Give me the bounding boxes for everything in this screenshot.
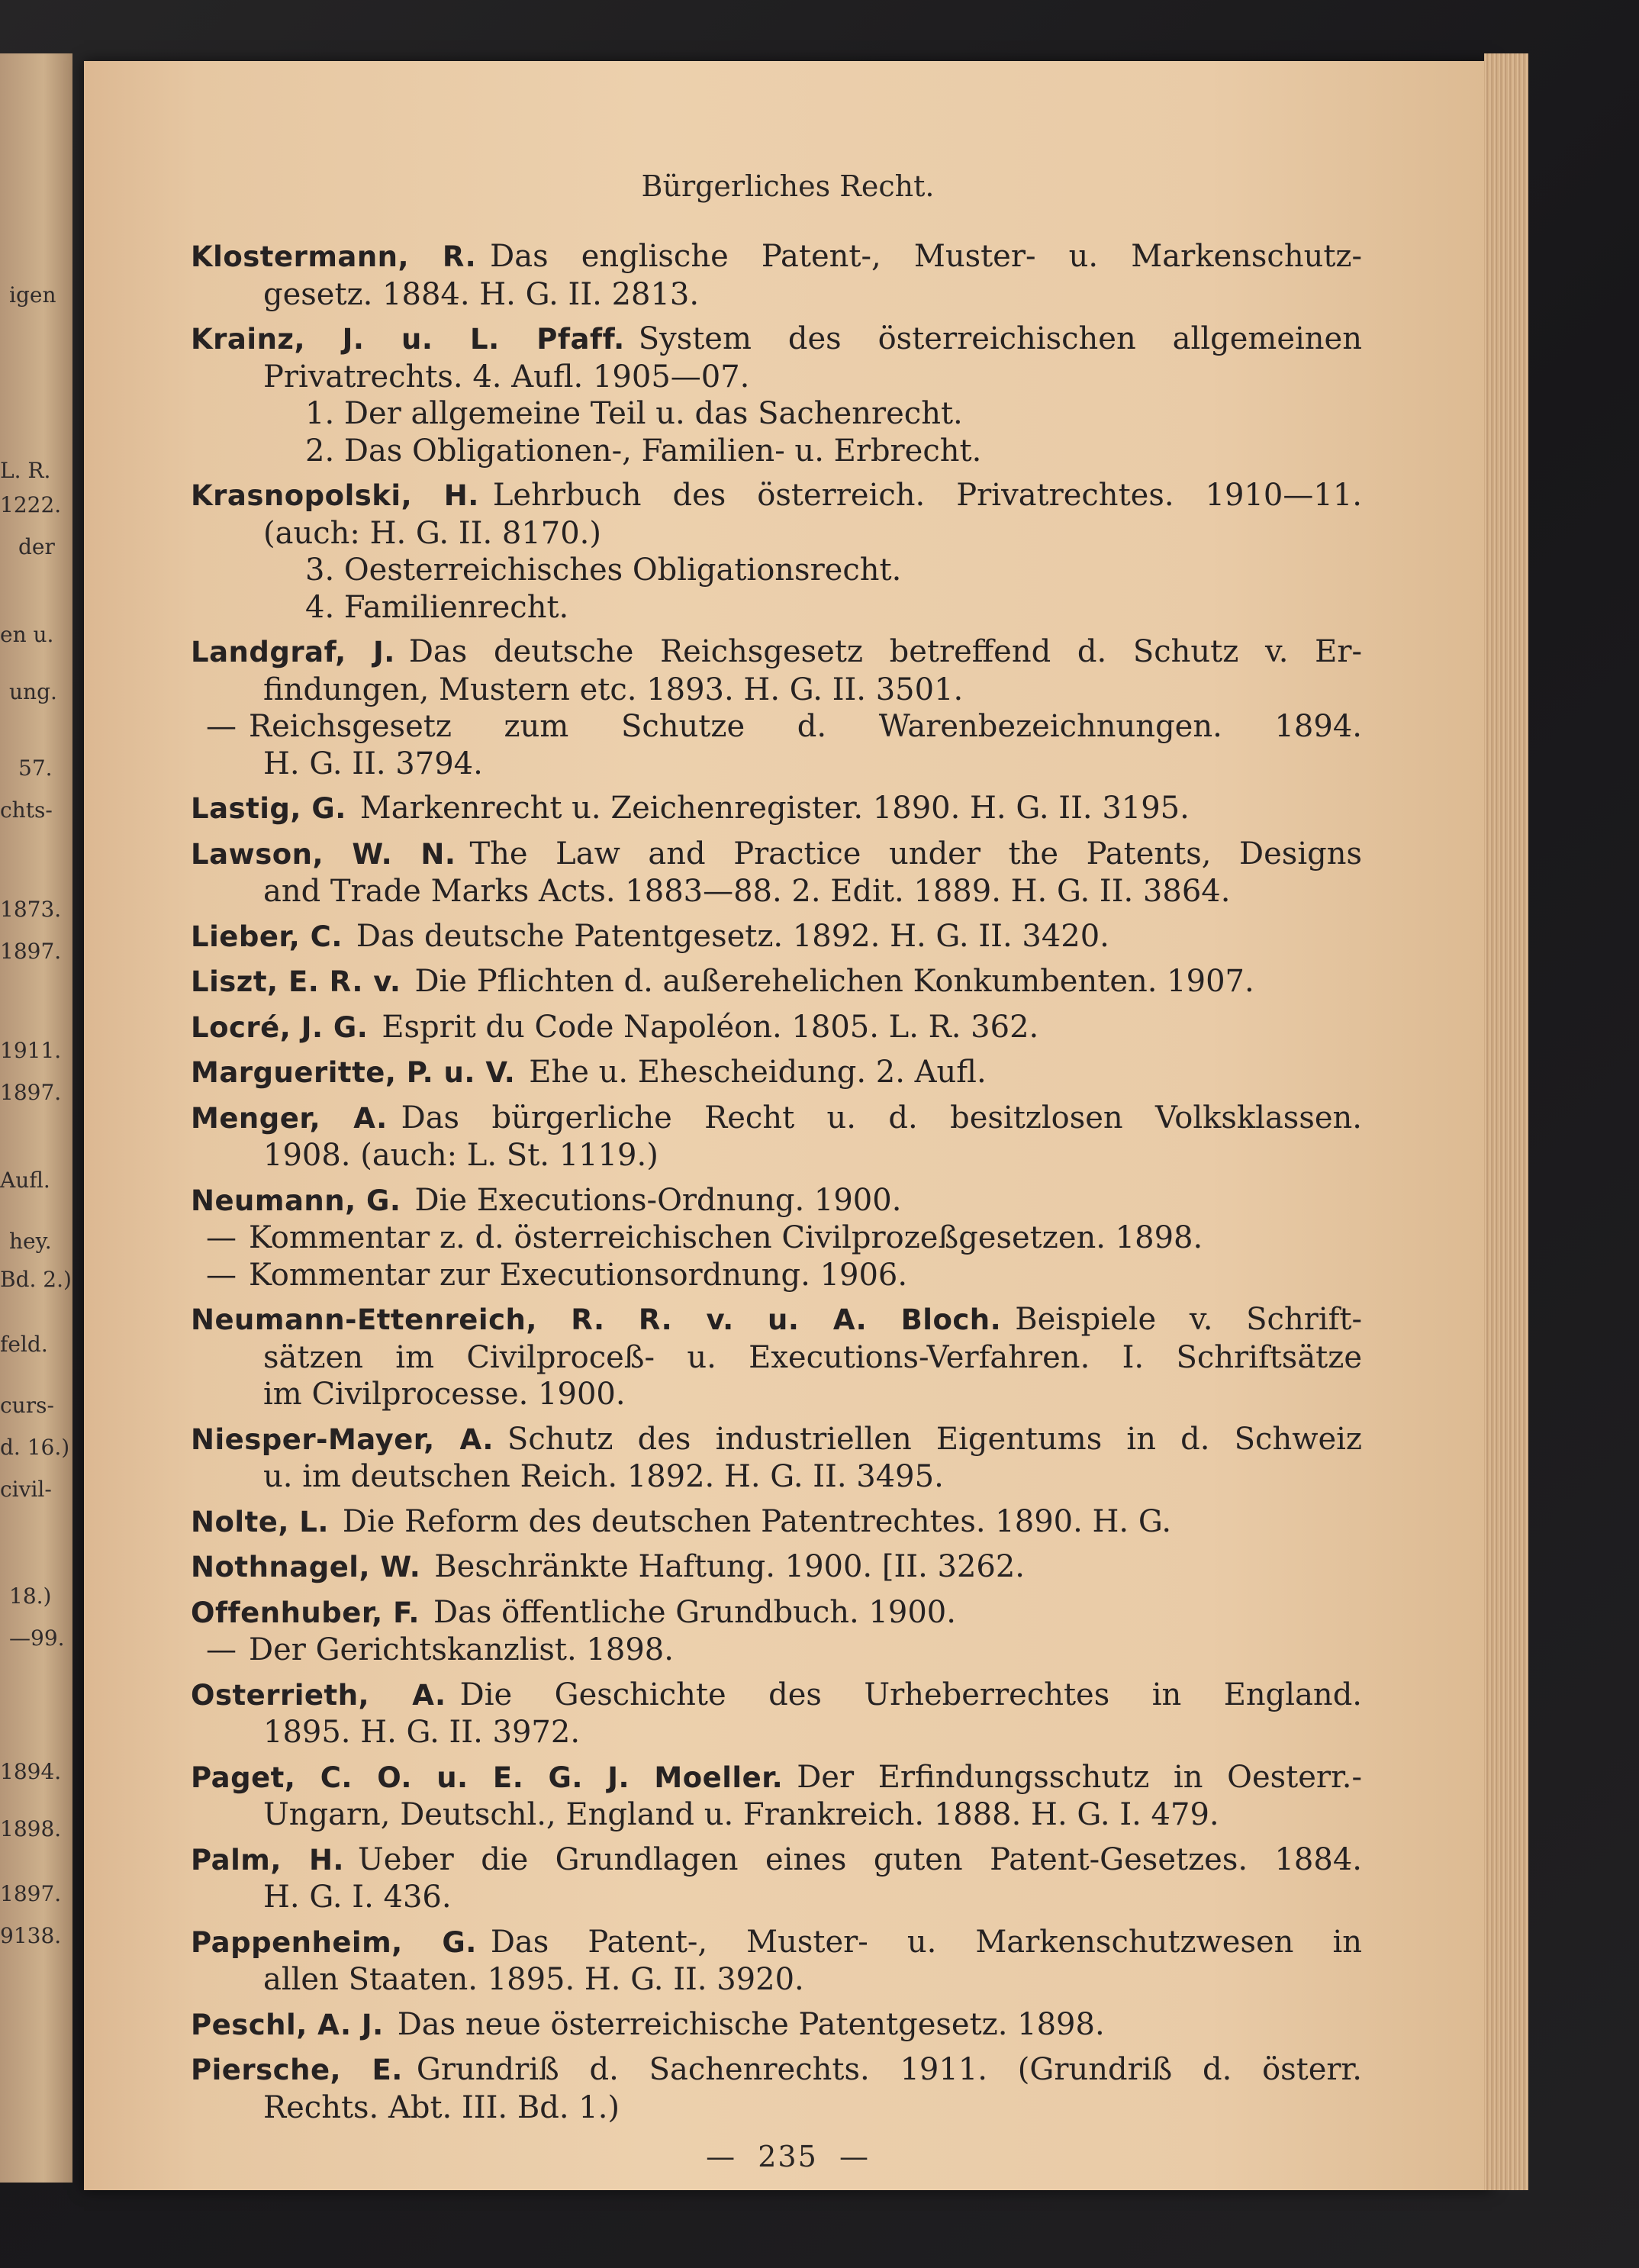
bibliography-entry [191, 1548, 1362, 1587]
bibliography-entry [191, 1503, 1362, 1542]
entry-text: Ehe u. Ehescheidung. 2. Aufl. [529, 1055, 987, 1090]
bibliography-entry [191, 1182, 1362, 1294]
entry-text: Das deutsche Patentgesetz. 1892. H. G. II. 3420. [356, 918, 1109, 954]
entry-continuation-line [191, 1961, 1362, 1999]
entry-text: H. G. I. 436. [263, 1880, 452, 1915]
bibliography-entry [191, 963, 1362, 1001]
bibliography-entry [191, 1759, 1362, 1834]
entry-subvolume: 4. Familienrecht. [305, 589, 569, 625]
entry-text: im Civilprocesse. 1900. [263, 1377, 626, 1412]
entry-text: sätzen im Civilproceß- u. Executions-Verfahren. I. Schriftsätze [263, 1339, 1362, 1375]
entry-author: Pappenheim, G. [191, 1925, 477, 1959]
entry-first-line [191, 1100, 1362, 1138]
entry-continuation-line [191, 1458, 1362, 1496]
ditto-dash: — [206, 709, 237, 744]
entry-first-line [191, 836, 1362, 874]
facing-page-fragment: d. 16.) [0, 1435, 70, 1460]
entry-author: Nothnagel, W. [191, 1551, 421, 1583]
facing-page-fragment: 1911. [0, 1038, 62, 1063]
bibliography-entry [191, 2051, 1362, 2126]
entry-author: Palm, H. [191, 1843, 344, 1877]
entry-first-line [191, 2051, 1362, 2089]
entry-text: The Law and Practice under the Patents, Designs [469, 836, 1362, 871]
entry-subvolume: 3. Oesterreichisches Obligationsrecht. [305, 553, 902, 588]
bibliography-entry [191, 1924, 1362, 1999]
facing-page-fragment: L. R. [0, 458, 51, 483]
facing-page-fragment: Aufl. [0, 1168, 50, 1193]
bibliography-entry [191, 1841, 1362, 1916]
entry-author: Peschl, A. J. [191, 2008, 384, 2041]
entry-first-line [191, 1054, 1362, 1092]
entry-text: Das öffentliche Grundbuch. 1900. [433, 1594, 956, 1630]
facing-page-fragment: 1897. [0, 1080, 62, 1105]
entry-author: Neumann-Ettenreich, R. R. v. u. A. Bloch. [191, 1303, 1002, 1336]
book-page [84, 61, 1492, 2190]
entry-text: Das englische Patent-, Muster- u. Markenschutz- [490, 239, 1362, 274]
bibliography-entry [191, 918, 1362, 956]
facing-page-fragment: ung. [9, 679, 57, 704]
entry-continuation-line [191, 515, 1362, 553]
facing-page-fragment: igen [9, 282, 56, 308]
entry-text: Beschränkte Haftung. 1900. [II. 3262. [434, 1549, 1026, 1584]
facing-page-fragment: en u. [0, 622, 54, 647]
entry-author: Liszt, E. R. v. [191, 965, 401, 998]
bibliography-entry [191, 836, 1362, 910]
bibliography-entry [191, 321, 1362, 469]
bibliography-entry [191, 1100, 1362, 1174]
bibliography-entry [191, 477, 1362, 626]
entry-text: System des österreichischen allgemeinen [638, 321, 1362, 356]
entry-first-line [191, 1677, 1362, 1715]
entry-first-line [191, 1548, 1362, 1587]
facing-page-fragment: 1898. [0, 1816, 62, 1841]
entry-text: Schutz des industriellen Eigentums in d. Schweiz [507, 1421, 1362, 1457]
entry-continuation-line [191, 1879, 1362, 1916]
entry-author: Piersche, E. [191, 2054, 403, 2086]
running-header: Bürgerliches Recht. [641, 169, 935, 203]
entry-author: Offenhuber, F. [191, 1596, 420, 1629]
facing-page-fragment: chts- [0, 797, 53, 823]
entry-text: H. G. II. 3794. [263, 746, 483, 781]
entry-author: Lieber, C. [191, 920, 343, 953]
facing-page-fragment: —99. [9, 1625, 65, 1651]
entry-author: Krasnopolski, H. [191, 479, 479, 512]
entry-first-line [191, 2006, 1362, 2044]
footer-dash-left: — [706, 2140, 737, 2173]
entry-first-line [191, 918, 1362, 956]
entry-text: findungen, Mustern etc. 1893. H. G. II. 3501. [263, 672, 964, 707]
entry-author: Niesper-Mayer, A. [191, 1422, 494, 1456]
entry-text: Lehrbuch des österreich. Privatrechtes. 1910—11. [492, 478, 1362, 513]
entry-text: Grundriß d. Sachenrechts. 1911. (Grundriß d. österr. [416, 2052, 1362, 2087]
entry-first-line [191, 1009, 1362, 1047]
entry-text: allen Staaten. 1895. H. G. II. 3920. [263, 1962, 804, 1997]
bibliography-entry [191, 238, 1362, 313]
entry-author: Lawson, W. N. [191, 837, 456, 871]
entry-author: Klostermann, R. [191, 240, 477, 273]
entry-first-line [191, 1503, 1362, 1542]
entry-text: Die Geschichte des Urheberrechtes in England. [459, 1677, 1362, 1712]
entry-text: Rechts. Abt. III. Bd. 1.) [263, 2089, 620, 2125]
entry-dash-line [191, 1632, 1362, 1669]
entry-text: Kommentar z. d. österreichischen Civilprozeßgesetzen. 1898. [249, 1220, 1203, 1255]
entry-author: Margueritte, P. u. V. [191, 1056, 516, 1089]
entry-text: Das neue österreichische Patentgesetz. 1898. [397, 2006, 1105, 2042]
entry-first-line [191, 477, 1362, 515]
entry-author: Paget, C. O. u. E. G. J. Moeller. [191, 1761, 784, 1794]
entry-first-line [191, 1182, 1362, 1220]
entry-text: Kommentar zur Executionsordnung. 1906. [249, 1257, 908, 1293]
entry-first-line [191, 1759, 1362, 1797]
entry-continuation-line [191, 359, 1362, 396]
bibliography-list [191, 238, 1362, 2134]
bibliography-entry [191, 1054, 1362, 1092]
entry-text: Esprit du Code Napoléon. 1805. L. R. 362. [382, 1009, 1039, 1045]
entry-text: Das bürgerliche Recht u. d. besitzlosen Volksklassen. [401, 1100, 1362, 1136]
ditto-dash: — [206, 1257, 237, 1293]
facing-page-fragment: hey. [9, 1229, 52, 1254]
entry-first-line [191, 1301, 1362, 1339]
previous-page-edge [0, 53, 72, 2183]
facing-page-fragment: 1873. [0, 897, 62, 922]
entry-dash-line [191, 746, 1362, 783]
facing-page-fragment: 57. [18, 755, 53, 781]
bibliography-entry [191, 1677, 1362, 1751]
entry-continuation-line [191, 1339, 1362, 1377]
entry-text: Der Gerichtskanzlist. 1898. [249, 1632, 674, 1667]
ditto-dash: — [206, 1220, 237, 1255]
entry-text: Ungarn, Deutschl., England u. Frankreich. 1888. H. G. I. 479. [263, 1797, 1219, 1832]
entry-dash-line [191, 1257, 1362, 1294]
entry-text: 1895. H. G. II. 3972. [263, 1715, 581, 1750]
entry-subvolume: 2. Das Obligationen-, Familien- u. Erbrecht. [305, 433, 982, 469]
facing-page-fragment: curs- [0, 1393, 54, 1418]
bibliography-entry [191, 1421, 1362, 1496]
entry-first-line [191, 1841, 1362, 1880]
entry-text: 1908. (auch: L. St. 1119.) [263, 1138, 658, 1173]
bibliography-entry [191, 790, 1362, 828]
entry-first-line [191, 321, 1362, 359]
facing-page-fragment: 18.) [9, 1583, 52, 1609]
entry-author: Osterrieth, A. [191, 1678, 446, 1712]
entry-continuation-line [191, 276, 1362, 314]
entry-text: gesetz. 1884. H. G. II. 2813. [263, 276, 700, 312]
facing-page-fragment: der [18, 534, 55, 559]
entry-text: Markenrecht u. Zeichenregister. 1890. H. G. II. 3195. [359, 791, 1190, 826]
entry-text: Der Erfindungsschutz in Oesterr.- [797, 1759, 1362, 1795]
facing-page-fragment: 9138. [0, 1923, 62, 1948]
entry-author: Locré, J. G. [191, 1010, 369, 1044]
entry-author: Landgraf, J. [191, 636, 395, 668]
bibliography-entry [191, 1594, 1362, 1669]
bibliography-entry [191, 1301, 1362, 1413]
facing-page-fragment: civil- [0, 1477, 52, 1502]
entry-first-line [191, 963, 1362, 1001]
entry-subvolume: 1. Der allgemeine Teil u. das Sachenrecht. [305, 396, 963, 431]
entry-first-line [191, 633, 1362, 672]
entry-dash-line [191, 1219, 1362, 1257]
entry-author: Nolte, L. [191, 1505, 329, 1538]
page-number [84, 2140, 1492, 2173]
footer-dash-right: — [839, 2140, 870, 2173]
facing-page-fragment: 1222. [0, 492, 62, 517]
entry-author: Menger, A. [191, 1101, 388, 1135]
facing-page-fragment: 1897. [0, 1881, 62, 1906]
entry-text: Reichsgesetz zum Schutze d. Warenbezeichnungen. 1894. [249, 709, 1362, 744]
entry-first-line [191, 238, 1362, 276]
facing-page-fragment: Bd. 2.) [0, 1267, 72, 1292]
entry-text: Privatrechts. 4. Aufl. 1905—07. [263, 359, 750, 395]
entry-continuation-line [191, 672, 1362, 709]
page-number-value: 235 [758, 2140, 818, 2173]
entry-author: Lastig, G. [191, 792, 346, 825]
entry-text: Das deutsche Reichsgesetz betreffend d. Schutz v. Er- [408, 634, 1362, 669]
entry-text: Beispiele v. Schrift- [1015, 1302, 1362, 1337]
entry-text: Die Executions-Ordnung. 1900. [414, 1182, 902, 1218]
facing-page-fragment: feld. [0, 1332, 48, 1357]
entry-continuation-line [191, 1796, 1362, 1834]
entry-text: Das Patent-, Muster- u. Markenschutzwesen in [490, 1924, 1362, 1960]
page-block-edge [1484, 53, 1528, 2190]
entry-first-line [191, 1594, 1362, 1632]
entry-continuation-line [191, 1137, 1362, 1174]
entry-continuation-line [191, 873, 1362, 910]
ditto-dash: — [206, 1632, 237, 1667]
entry-continuation-line [191, 2089, 1362, 2127]
entry-continuation-line [191, 1376, 1362, 1413]
entry-text: Ueber die Grundlagen eines guten Patent-Gesetzes. 1884. [358, 1841, 1362, 1877]
entry-dash-line [191, 708, 1362, 746]
entry-continuation-line [191, 1714, 1362, 1751]
facing-page-fragment: 1894. [0, 1759, 62, 1784]
entry-text: Die Pflichten d. außerehelichen Konkumbenten. 1907. [414, 964, 1254, 999]
entry-text: (auch: H. G. II. 8170.) [263, 515, 601, 551]
facing-page-fragment: 1897. [0, 939, 62, 964]
bibliography-entry [191, 2006, 1362, 2044]
entry-text: and Trade Marks Acts. 1883—88. 2. Edit. 1889. H. G. II. 3864. [263, 874, 1231, 909]
entry-first-line [191, 1421, 1362, 1459]
entry-first-line [191, 790, 1362, 828]
entry-first-line [191, 1924, 1362, 1962]
bibliography-entry [191, 1009, 1362, 1047]
entry-author: Neumann, G. [191, 1184, 401, 1217]
entry-author: Krainz, J. u. L. Pfaff. [191, 323, 625, 356]
entry-text: Die Reform des deutschen Patentrechtes. 1890. H. G. [342, 1503, 1172, 1539]
entry-text: u. im deutschen Reich. 1892. H. G. II. 3495. [263, 1459, 944, 1494]
bibliography-entry [191, 633, 1362, 782]
